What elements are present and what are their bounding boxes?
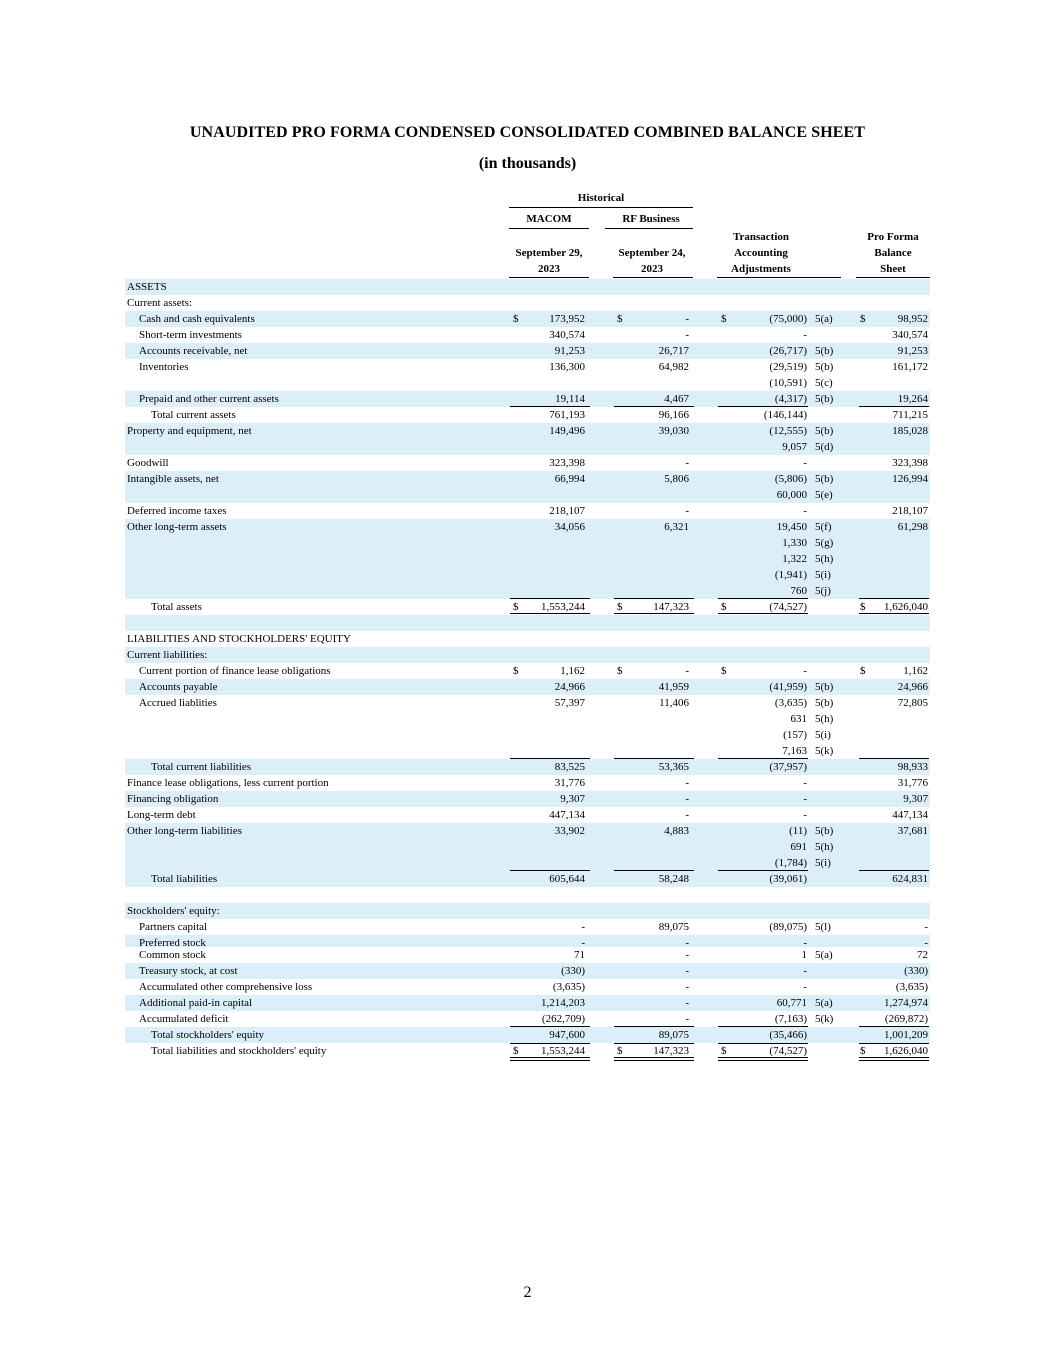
- pro-forma-value: (330): [904, 965, 928, 977]
- historical-header: Historical: [577, 192, 625, 204]
- note-ref: 5(l): [815, 921, 831, 933]
- page-subtitle: (in thousands): [478, 155, 577, 172]
- rf-value: 147,323: [653, 1045, 689, 1057]
- note-ref: [815, 775, 845, 791]
- pro-forma-value: 126,994: [892, 473, 928, 485]
- adjustment-value: (4,317): [774, 393, 807, 405]
- rf-value: 41,959: [658, 681, 689, 693]
- table-row: [125, 631, 930, 647]
- note-ref: 5(a): [815, 313, 833, 325]
- note-ref: [815, 979, 845, 995]
- table-row: [125, 343, 930, 359]
- row-label: Financing obligation: [127, 793, 219, 805]
- table-row: [125, 963, 930, 979]
- table-row: [125, 775, 930, 791]
- table-row-continuation: [125, 551, 930, 567]
- row-label: Prepaid and other current assets: [139, 393, 279, 405]
- note-ref: 5(e): [815, 489, 833, 501]
- adjustment-value: (11): [789, 825, 807, 837]
- pro-forma-value: 91,253: [897, 345, 928, 357]
- rf-value: -: [685, 457, 689, 469]
- table-row: [125, 455, 930, 471]
- note-ref: 5(b): [815, 425, 834, 437]
- row-label: Partners capital: [139, 921, 208, 933]
- adjustments-line-2: Accounting: [734, 247, 788, 259]
- adjustment-value: (41,959): [769, 681, 807, 693]
- table-row: [125, 407, 930, 423]
- pro-forma-value: 323,398: [892, 457, 928, 469]
- table-row-continuation: [125, 839, 930, 855]
- rf-value: 5,806: [664, 473, 689, 485]
- adjustment-value: -: [803, 777, 807, 789]
- row-label: Accrued liablities: [139, 697, 217, 709]
- adjustment-value: (3,635): [774, 697, 807, 709]
- dollar-sign: $: [513, 313, 519, 325]
- note-ref: 5(f): [815, 521, 832, 533]
- adjustment-value: (157): [783, 729, 807, 741]
- adjustment-value: (75,000): [769, 313, 807, 325]
- table-row-continuation: [125, 487, 930, 503]
- adjustment-value: 1,322: [782, 553, 807, 565]
- row-label: Current assets:: [127, 297, 193, 309]
- row-label: Total liabilities: [151, 873, 218, 885]
- pro-forma-value: 1,274,974: [884, 997, 928, 1009]
- note-ref: 5(c): [815, 377, 833, 389]
- adjustment-value: (74,527): [769, 1045, 807, 1057]
- adjustment-value: (37,957): [769, 761, 807, 773]
- note-ref: [815, 327, 845, 343]
- adjustment-value: (74,527): [769, 601, 807, 613]
- note-ref: 5(b): [815, 697, 834, 709]
- macom-date-line-2: 2023: [538, 263, 560, 275]
- row-label: Common stock: [139, 949, 206, 961]
- table-row: [125, 1027, 930, 1043]
- row-label: Treasury stock, at cost: [139, 965, 238, 977]
- macom-value: 761,193: [549, 409, 585, 421]
- adjustment-value: (5,806): [774, 473, 807, 485]
- adjustment-value: (35,466): [769, 1029, 807, 1041]
- macom-value: 1,162: [560, 665, 585, 677]
- note-ref: 5(k): [815, 1013, 834, 1025]
- pro-forma-value: 19,264: [897, 393, 928, 405]
- rf-business-header: RF Business: [622, 213, 680, 225]
- table-row: [125, 279, 930, 295]
- pro-forma-value: 98,933: [897, 761, 928, 773]
- table-row-continuation: [125, 439, 930, 455]
- macom-value: (262,709): [541, 1013, 585, 1025]
- macom-value: 605,644: [549, 873, 585, 885]
- macom-value: 323,398: [549, 457, 585, 469]
- note-ref: [815, 599, 845, 615]
- adjustment-value: (10,591): [769, 377, 807, 389]
- row-label: Other long-term assets: [127, 521, 227, 533]
- dollar-sign: $: [513, 1045, 519, 1057]
- table-row: [125, 391, 930, 407]
- table-row-continuation: [125, 583, 930, 599]
- pro-forma-value: 1,162: [903, 665, 928, 677]
- dollar-sign: $: [617, 601, 623, 613]
- rf-date-line-1: September 24,: [618, 247, 686, 259]
- pro-forma-value: (3,635): [895, 981, 928, 993]
- rf-value: -: [685, 981, 689, 993]
- note-ref: 5(k): [815, 745, 834, 757]
- macom-value: 1,553,244: [541, 1045, 585, 1057]
- macom-value: 218,107: [549, 505, 585, 517]
- macom-value: -: [581, 937, 585, 949]
- note-ref: 5(b): [815, 681, 834, 693]
- rf-value: -: [685, 313, 689, 325]
- adjustment-value: (1,784): [774, 857, 807, 869]
- row-label: Current liabilities:: [127, 649, 208, 661]
- row-label: Deferred income taxes: [127, 505, 227, 517]
- dollar-sign: $: [860, 665, 866, 677]
- table-row: [125, 647, 930, 663]
- pro-forma-value: 1,626,040: [884, 1045, 928, 1057]
- note-ref: [815, 807, 845, 823]
- rf-value: 96,166: [658, 409, 689, 421]
- table-row-continuation: [125, 727, 930, 743]
- table-row: [125, 471, 930, 487]
- adjustment-value: 1: [801, 949, 807, 961]
- row-label: Stockholders' equity:: [127, 905, 220, 917]
- row-label: Intangible assets, net: [127, 473, 219, 485]
- table-row: [125, 919, 930, 935]
- table-row-continuation: [125, 375, 930, 391]
- macom-value: 19,114: [555, 393, 585, 405]
- note-ref: 5(b): [815, 345, 834, 357]
- double-underline: [510, 1057, 590, 1061]
- rf-value: 11,406: [659, 697, 689, 709]
- row-label: Inventories: [139, 361, 189, 373]
- pro-forma-value: -: [924, 921, 928, 933]
- pro-forma-value: 72,805: [897, 697, 928, 709]
- adjustment-value: -: [803, 965, 807, 977]
- rf-value: -: [685, 1013, 689, 1025]
- adjustment-value: 60,000: [776, 489, 807, 501]
- dollar-sign: $: [721, 665, 727, 677]
- pro-forma-value: 72: [917, 949, 928, 961]
- adjustment-value: -: [803, 665, 807, 677]
- pro-forma-value: 340,574: [892, 329, 928, 341]
- adjustment-value: -: [803, 505, 807, 517]
- dollar-sign: $: [860, 601, 866, 613]
- adjustment-value: 760: [790, 585, 807, 597]
- macom-value: 1,214,203: [541, 997, 585, 1009]
- macom-value: 9,307: [560, 793, 585, 805]
- note-ref: 5(a): [815, 949, 833, 961]
- macom-value: 447,134: [549, 809, 585, 821]
- macom-value: 340,574: [549, 329, 585, 341]
- rf-value: 6,321: [664, 521, 689, 533]
- adjustment-value: 631: [790, 713, 807, 725]
- rf-value: -: [685, 809, 689, 821]
- adjustments-line-3: Adjustments: [731, 263, 791, 275]
- note-ref: 5(g): [815, 537, 834, 549]
- pro-forma-line-2: Balance: [874, 247, 912, 259]
- table-row: [125, 519, 930, 535]
- adjustment-value: -: [803, 937, 807, 949]
- pro-forma-value: 24,966: [897, 681, 928, 693]
- macom-value: 71: [574, 949, 585, 961]
- pro-forma-value: 161,172: [892, 361, 928, 373]
- pro-forma-line-1: Pro Forma: [867, 231, 919, 243]
- note-ref: 5(h): [815, 841, 834, 853]
- adjustment-value: (12,555): [769, 425, 807, 437]
- row-label: ASSETS: [127, 281, 167, 293]
- adjustment-value: (146,144): [763, 409, 807, 421]
- note-ref: [815, 759, 845, 775]
- row-label: Preferred stock: [139, 937, 206, 949]
- macom-value: 136,300: [549, 361, 585, 373]
- rf-value: -: [685, 949, 689, 961]
- row-label: Total assets: [151, 601, 202, 613]
- pro-forma-value: 9,307: [903, 793, 928, 805]
- table-row: [125, 311, 930, 327]
- row-label: Additional paid-in capital: [139, 997, 253, 1009]
- table-row-continuation: [125, 743, 930, 759]
- note-ref: 5(b): [815, 361, 834, 373]
- adjustment-value: (39,061): [769, 873, 807, 885]
- note-ref: [815, 1027, 845, 1043]
- row-label: Property and equipment, net: [127, 425, 252, 437]
- table-row-continuation: [125, 711, 930, 727]
- row-label: Long-term debt: [127, 809, 196, 821]
- adjustment-value: -: [803, 809, 807, 821]
- single-underline: [614, 1043, 694, 1044]
- rf-value: -: [685, 793, 689, 805]
- pro-forma-value: (269,872): [884, 1013, 928, 1025]
- note-ref: [815, 1043, 845, 1059]
- table-row: [125, 979, 930, 995]
- rf-value: -: [685, 965, 689, 977]
- dollar-sign: $: [721, 313, 727, 325]
- rf-value: 89,075: [658, 921, 689, 933]
- macom-value: 31,776: [554, 777, 585, 789]
- dollar-sign: $: [721, 1045, 727, 1057]
- dollar-sign: $: [513, 665, 519, 677]
- row-label: Total stockholders' equity: [151, 1029, 265, 1041]
- note-ref: [815, 503, 845, 519]
- table-row-continuation: [125, 567, 930, 583]
- note-ref: 5(b): [815, 825, 834, 837]
- rf-value: -: [685, 997, 689, 1009]
- row-label: Total current liabilities: [151, 761, 252, 773]
- macom-value: 1,553,244: [541, 601, 585, 613]
- adjustment-value: (29,519): [769, 361, 807, 373]
- table-row: [125, 295, 930, 311]
- adjustment-value: 60,771: [776, 997, 807, 1009]
- row-label: Cash and cash equivalents: [139, 313, 255, 325]
- pro-forma-value: 31,776: [897, 777, 928, 789]
- note-ref: 5(h): [815, 553, 834, 565]
- macom-value: 34,056: [554, 521, 585, 533]
- table-row: [125, 759, 930, 775]
- row-label: Current portion of finance lease obligations: [139, 665, 331, 677]
- pro-forma-line-3: Sheet: [880, 263, 906, 275]
- rf-value: 64,982: [658, 361, 689, 373]
- note-ref: 5(a): [815, 997, 833, 1009]
- adjustment-value: -: [803, 981, 807, 993]
- page-number: 2: [523, 1284, 532, 1301]
- adjustment-value: 7,163: [782, 745, 807, 757]
- note-ref: 5(i): [815, 857, 831, 869]
- pro-forma-value: -: [924, 937, 928, 949]
- pro-forma-value: 447,134: [892, 809, 928, 821]
- row-label: Total liabilities and stockholders' equity: [151, 1045, 327, 1057]
- row-label: Accounts payable: [139, 681, 218, 693]
- macom-value: 173,952: [549, 313, 585, 325]
- adjustment-value: -: [803, 329, 807, 341]
- macom-value: 947,600: [549, 1029, 585, 1041]
- table-row: [125, 823, 930, 839]
- rf-value: 58,248: [658, 873, 689, 885]
- pro-forma-value: 1,626,040: [884, 601, 928, 613]
- note-ref: 5(h): [815, 713, 834, 725]
- macom-value: 66,994: [554, 473, 585, 485]
- table-row: [125, 807, 930, 823]
- note-ref: 5(i): [815, 729, 831, 741]
- rf-value: 4,883: [664, 825, 689, 837]
- row-label: LIABILITIES AND STOCKHOLDERS' EQUITY: [127, 633, 351, 645]
- note-ref: 5(j): [815, 585, 831, 597]
- table-row: [125, 935, 930, 947]
- rf-value: 147,323: [653, 601, 689, 613]
- macom-value: 33,902: [554, 825, 585, 837]
- pro-forma-value: 37,681: [897, 825, 928, 837]
- row-label: Finance lease obligations, less current portion: [127, 777, 329, 789]
- row-label: Accounts receivable, net: [139, 345, 248, 357]
- table-row: [125, 503, 930, 519]
- pro-forma-value: 61,298: [897, 521, 928, 533]
- table-row: [125, 903, 930, 919]
- single-underline: [510, 1043, 590, 1044]
- adjustment-value: (7,163): [774, 1013, 807, 1025]
- dollar-sign: $: [721, 601, 727, 613]
- table-row-continuation: [125, 887, 930, 903]
- dollar-sign: $: [860, 313, 866, 325]
- macom-value: 83,525: [554, 761, 585, 773]
- macom-value: 149,496: [549, 425, 585, 437]
- adjustment-value: -: [803, 793, 807, 805]
- single-underline: [859, 1043, 929, 1044]
- note-ref: [815, 455, 845, 471]
- macom-value: 57,397: [554, 697, 585, 709]
- page-title: UNAUDITED PRO FORMA CONDENSED CONSOLIDATED COMBINED BALANCE SHEET: [189, 124, 866, 141]
- note-ref: [815, 963, 845, 979]
- single-underline: [718, 1043, 808, 1044]
- macom-date-line-1: September 29,: [515, 247, 583, 259]
- table-row: [125, 359, 930, 375]
- rf-value: 53,365: [658, 761, 689, 773]
- row-label: Goodwill: [127, 457, 169, 469]
- note-ref: [815, 407, 845, 423]
- row-label: Total current assets: [151, 409, 236, 421]
- note-ref: [815, 663, 845, 679]
- rf-date-line-2: 2023: [641, 263, 663, 275]
- dollar-sign: $: [617, 1045, 623, 1057]
- row-label: Accumulated deficit: [139, 1013, 229, 1025]
- rf-value: 26,717: [658, 345, 689, 357]
- dollar-sign: $: [513, 601, 519, 613]
- double-underline: [718, 1057, 808, 1061]
- table-row: [125, 599, 930, 615]
- note-ref: [815, 791, 845, 807]
- adjustment-value: 1,330: [782, 537, 807, 549]
- note-ref: [815, 871, 845, 887]
- dollar-sign: $: [617, 665, 623, 677]
- table-row-continuation: [125, 615, 930, 631]
- rf-value: 4,467: [664, 393, 689, 405]
- table-row-continuation: [125, 535, 930, 551]
- pro-forma-value: 98,952: [897, 313, 928, 325]
- table-row: [125, 1011, 930, 1027]
- macom-value: 91,253: [554, 345, 585, 357]
- dollar-sign: $: [860, 1045, 866, 1057]
- double-underline: [614, 1057, 694, 1061]
- table-row: [125, 327, 930, 343]
- rf-value: -: [685, 937, 689, 949]
- adjustment-value: 19,450: [776, 521, 807, 533]
- double-underline: [859, 1057, 929, 1061]
- table-row: [125, 695, 930, 711]
- pro-forma-value: 185,028: [892, 425, 928, 437]
- note-ref: 5(b): [815, 473, 834, 485]
- table-row: [125, 791, 930, 807]
- adjustment-value: (1,941): [774, 569, 807, 581]
- rf-value: -: [685, 777, 689, 789]
- macom-header: MACOM: [526, 213, 572, 225]
- row-label: Other long-term liabilities: [127, 825, 242, 837]
- table-row: [125, 995, 930, 1011]
- macom-value: (3,635): [552, 981, 585, 993]
- adjustment-value: -: [803, 457, 807, 469]
- macom-value: (330): [561, 965, 585, 977]
- table-row: [125, 663, 930, 679]
- table-row: [125, 1043, 930, 1059]
- table-row: [125, 871, 930, 887]
- adjustment-value: (26,717): [769, 345, 807, 357]
- pro-forma-value: 218,107: [892, 505, 928, 517]
- macom-value: -: [581, 921, 585, 933]
- rf-value: 89,075: [658, 1029, 689, 1041]
- adjustment-value: 691: [790, 841, 807, 853]
- pro-forma-value: 711,215: [892, 409, 928, 421]
- rf-value: -: [685, 505, 689, 517]
- adjustment-value: (89,075): [769, 921, 807, 933]
- table-row: [125, 947, 930, 963]
- pro-forma-value: 1,001,209: [884, 1029, 928, 1041]
- rf-value: 39,030: [658, 425, 689, 437]
- rf-value: -: [685, 665, 689, 677]
- table-row-continuation: [125, 855, 930, 871]
- note-ref: 5(i): [815, 569, 831, 581]
- adjustments-line-1: Transaction: [732, 231, 790, 243]
- note-ref: 5(d): [815, 441, 834, 453]
- row-label: Short-term investments: [139, 329, 242, 341]
- row-label: Accumulated other comprehensive loss: [139, 981, 313, 993]
- dollar-sign: $: [617, 313, 623, 325]
- rf-value: -: [685, 329, 689, 341]
- pro-forma-value: 624,831: [892, 873, 928, 885]
- table-row: [125, 679, 930, 695]
- adjustment-value: 9,057: [782, 441, 807, 453]
- note-ref: 5(b): [815, 393, 834, 405]
- macom-value: 24,966: [554, 681, 585, 693]
- table-row: [125, 423, 930, 439]
